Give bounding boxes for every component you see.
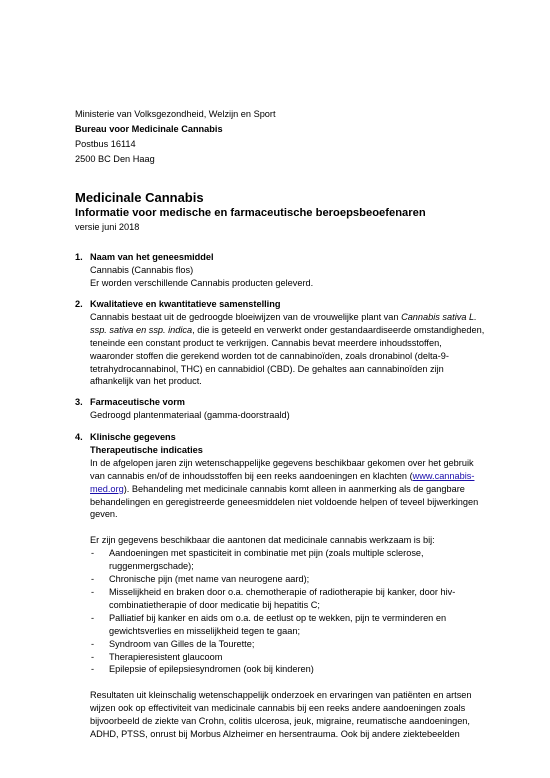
document-version: versie juni 2018 bbox=[75, 222, 140, 232]
section-subheading: Therapeutische indicaties bbox=[90, 444, 203, 455]
section-text: Cannabis (Cannabis flos) bbox=[90, 264, 194, 275]
species-name: Cannabis sativa L. ssp. sativa en ssp. indica bbox=[90, 311, 477, 335]
section-2 bbox=[75, 298, 485, 388]
list-item: - Misselijkheid en braken door o.a. chemotherapie of radiotherapie bij kanker, door hiv-combinatietherapie of door medicatie bij hepatitis C; bbox=[90, 586, 485, 612]
section-number: 3. bbox=[75, 397, 83, 407]
text-run: Cannabis bestaat uit de gedroogde bloeiwijzen van de vrouwelijke plant van bbox=[90, 311, 402, 322]
section-1 bbox=[75, 251, 485, 290]
section-number: 1. bbox=[75, 252, 83, 262]
indication-list bbox=[90, 547, 485, 676]
section-4 bbox=[75, 431, 485, 741]
list-item: - Palliatief bij kanker en aids om o.a. de eetlust op te wekken, pijn te verminderen en gewichtsverlies en misselijkheid tegen te gaan; bbox=[90, 612, 485, 638]
section-paragraph bbox=[90, 457, 485, 522]
section-number: 2. bbox=[75, 299, 83, 309]
list-item: - Chronische pijn (met name van neurogene aard); bbox=[90, 573, 485, 586]
list-item: - Syndroom van Gilles de la Tourette; bbox=[90, 638, 485, 651]
section-heading: Kwalitatieve en kwantitatieve samenstelling bbox=[90, 299, 281, 309]
list-item: - Therapieresistent glaucoom bbox=[90, 651, 485, 664]
section-paragraph: Resultaten uit kleinschalig wetenschappelijk onderzoek en ervaringen van patiënten en artsen wijzen ook op effectiviteit van medicinale cannabis bij een reeks andere aandoeningen zoals bijvoorbeeld de ziekte van Crohn, colitis ulcerosa, jeuk, migraine, reumatische aandoeningen, ADHD, PTSS, onrust bij Morbus Alzheimer en hersentrauma. Ook bij andere ziektebeelden bbox=[90, 690, 472, 740]
section-heading: Klinische gegevens bbox=[90, 432, 176, 442]
document-title: Medicinale Cannabis bbox=[75, 190, 204, 205]
section-number: 4. bbox=[75, 432, 83, 442]
list-item: - Aandoeningen met spasticiteit in combinatie met pijn (zoals multiple sclerose, ruggenmergschade); bbox=[90, 547, 485, 573]
document-subtitle: Informatie voor medische en farmaceutische beroepsbeoefenaren bbox=[75, 207, 426, 219]
address-postbox: Postbus 16114 bbox=[75, 139, 136, 149]
cannabis-med-link[interactable]: www.cannabis-med.org bbox=[90, 470, 475, 494]
section-text: Gedroogd plantenmateriaal (gamma-doorstraald) bbox=[90, 409, 290, 420]
text-run: In de afgelopen jaren zijn wetenschappelijke gegevens beschikbaar gekomen over het gebruik van cannabis en/of de inhoudsstoffen bij een reeks aandoeningen en klachten ( bbox=[90, 457, 474, 481]
address-block bbox=[75, 107, 276, 167]
section-heading: Farmaceutische vorm bbox=[90, 397, 185, 407]
section-3 bbox=[75, 396, 485, 422]
section-paragraph bbox=[90, 311, 485, 388]
address-bureau: Bureau voor Medicinale Cannabis bbox=[75, 124, 223, 134]
address-postcode: 2500 BC Den Haag bbox=[75, 154, 155, 164]
section-text: Er worden verschillende Cannabis producten geleverd. bbox=[90, 277, 314, 288]
section-paragraph: Er zijn gegevens beschikbaar die aantonen dat medicinale cannabis werkzaam is bij: bbox=[90, 535, 435, 546]
list-item: - Epilepsie of epilepsiesyndromen (ook bij kinderen) bbox=[90, 663, 485, 676]
text-run: ). Behandeling met medicinale cannabis komt alleen in aanmerking als de gangbare behandelingen en geregistreerde geneesmiddelen niet voldoende helpen of teveel bijwerkingen geven. bbox=[90, 483, 479, 520]
section-heading: Naam van het geneesmiddel bbox=[90, 252, 214, 262]
text-run: , die is geteeld en verwerkt onder gestandaardiseerde omstandigheden, teneinde een constant product te verkrijgen. Cannabis bevat meerdere inhoudsstoffen, waaronder stoffen die gerekend worden tot de cannabinoïden, zoals dronabinol (delta-9-tetrahydrocannabinol, THC) en cannabidiol (CBD). De gehaltes aan cannabinoïden zijn afhankelijk van het product. bbox=[90, 324, 485, 387]
address-ministry: Ministerie van Volksgezondheid, Welzijn en Sport bbox=[75, 109, 276, 119]
